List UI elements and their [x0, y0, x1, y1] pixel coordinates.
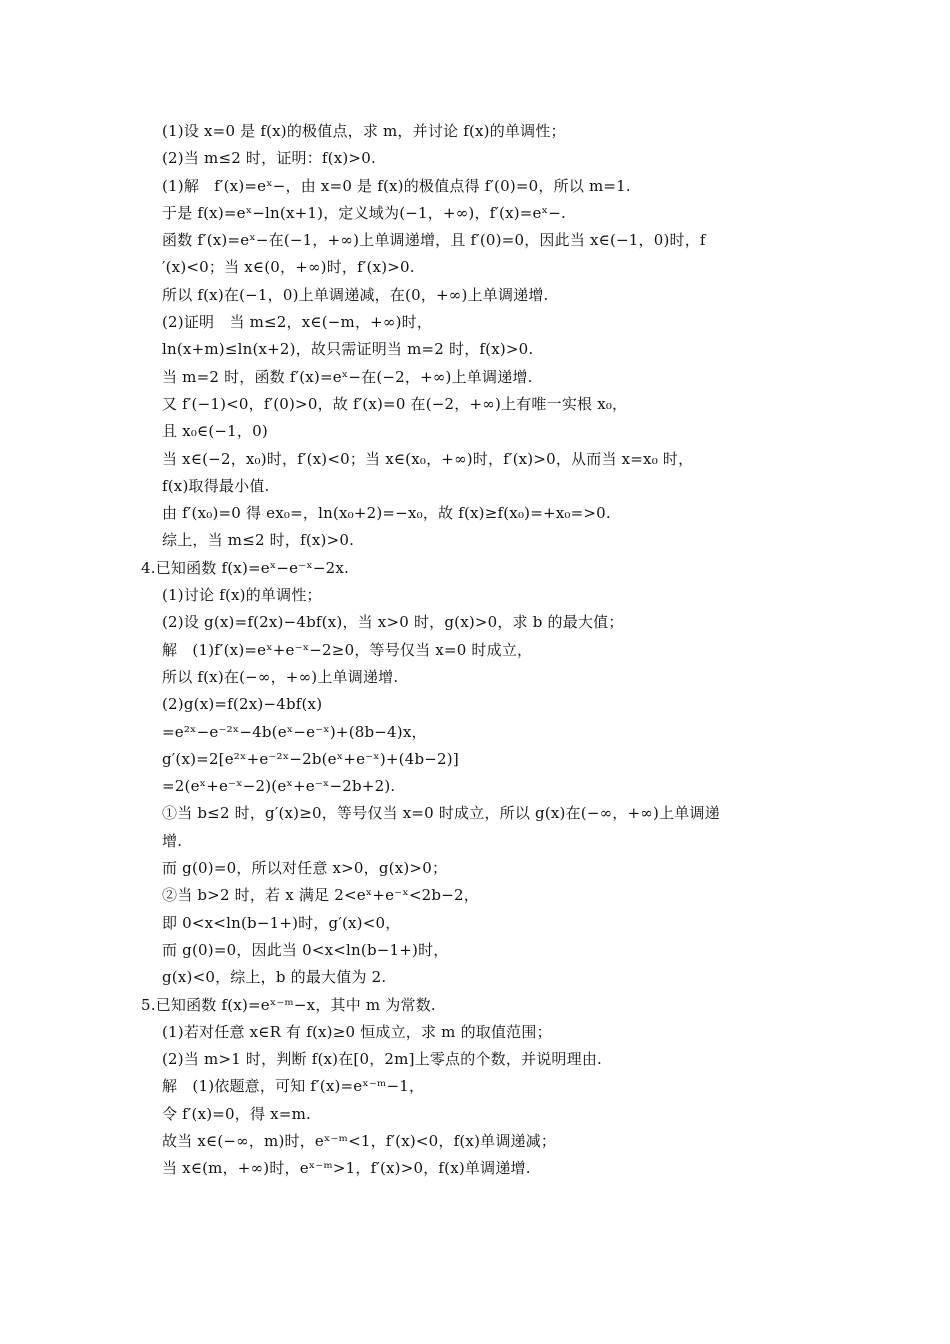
text-line: 解 (1)f′(x)=eˣ+e⁻ˣ−2≥0，等号仅当 x=0 时成立，	[162, 640, 533, 659]
text-line: =2(eˣ+e⁻ˣ−2)(eˣ+e⁻ˣ−2b+2).	[162, 777, 396, 796]
text-line: 令 f′(x)=0，得 x=m.	[162, 1104, 311, 1123]
text-line: (2)证明 当 m≤2，x∈(−m，+∞)时，	[162, 313, 433, 332]
text-line: 解 (1)依题意，可知 f′(x)=eˣ⁻ᵐ−1，	[162, 1077, 425, 1096]
text-line: 于是 f(x)=eˣ−ln(x+1)，定义域为(−1，+∞)，f′(x)=eˣ−.	[162, 203, 566, 222]
text-line: 所以 f(x)在(−1，0)上单调递减，在(0，+∞)上单调递增.	[162, 285, 549, 304]
text-line: ①当 b≤2 时，g′(x)≥0，等号仅当 x=0 时成立，所以 g(x)在(−∞，+∞)上单调递	[162, 804, 720, 823]
text-line: 又 f′(−1)<0，f′(0)>0，故 f′(x)=0 在(−2，+∞)上有唯一实根 x₀，	[162, 394, 628, 413]
text-line: 即 0<x<ln(b−1+)时，g′(x)<0，	[162, 913, 401, 932]
text-line: 当 x∈(m，+∞)时，eˣ⁻ᵐ>1，f′(x)>0，f(x)单调递增.	[162, 1159, 531, 1178]
text-line: =e²ˣ−e⁻²ˣ−4b(eˣ−e⁻ˣ)+(8b−4)x，	[162, 722, 427, 741]
text-line: ′(x)<0；当 x∈(0，+∞)时，f′(x)>0.	[162, 258, 415, 277]
text-line: 由 f′(x₀)=0 得 ex₀=，ln(x₀+2)=−x₀，故 f(x)≥f(x₀)=+x₀=>0.	[162, 504, 611, 523]
text-line: (1)解 f′(x)=eˣ−，由 x=0 是 f(x)的极值点得 f′(0)=0，所以 m=1.	[162, 176, 631, 195]
problem-heading-line: 5.已知函数 f(x)=eˣ⁻ᵐ−x，其中 m 为常数.	[141, 995, 436, 1014]
text-line: f(x)取得最小值.	[162, 476, 270, 495]
text-line: 综上，当 m≤2 时，f(x)>0.	[162, 531, 355, 550]
text-line: g′(x)=2[e²ˣ+e⁻²ˣ−2b(eˣ+e⁻ˣ)+(4b−2)]	[162, 749, 459, 768]
text-line: 而 g(0)=0，因此当 0<x<ln(b−1+)时，	[162, 940, 449, 959]
text-line: 函数 f′(x)=eˣ−在(−1，+∞)上单调递增，且 f′(0)=0，因此当 x∈(−1，0)时，f	[162, 231, 706, 250]
document-body	[0, 118, 950, 1183]
text-line: ln(x+m)≤ln(x+2)，故只需证明当 m=2 时，f(x)>0.	[162, 340, 534, 359]
text-line: (1)设 x=0 是 f(x)的极值点，求 m，并讨论 f(x)的单调性；	[162, 122, 566, 140]
text-line: (1)讨论 f(x)的单调性；	[162, 586, 322, 605]
text-line: 增.	[162, 831, 183, 850]
text-line: 故当 x∈(−∞，m)时，eˣ⁻ᵐ<1，f′(x)<0，f(x)单调递减；	[162, 1131, 557, 1150]
text-line: g(x)<0，综上，b 的最大值为 2.	[162, 968, 387, 987]
text-line: 所以 f(x)在(−∞，+∞)上单调递增.	[162, 667, 399, 686]
text-line: (2)当 m>1 时，判断 f(x)在[0，2m]上零点的个数，并说明理由.	[162, 1050, 602, 1069]
text-line: 当 m=2 时，函数 f′(x)=eˣ−在(−2，+∞)上单调递增.	[162, 367, 533, 386]
text-line: 当 x∈(−2，x₀)时，f′(x)<0；当 x∈(x₀，+∞)时，f′(x)>0，从而当 x=x₀ 时，	[162, 449, 694, 468]
text-line: (2)g(x)=f(2x)−4bf(x)	[162, 695, 323, 714]
text-line: 而 g(0)=0，所以对任意 x>0，g(x)>0；	[162, 859, 448, 878]
text-line: (2)设 g(x)=f(2x)−4bf(x)，当 x>0 时，g(x)>0，求 b 的最大值；	[162, 613, 624, 632]
text-line: (2)当 m≤2 时，证明：f(x)>0.	[162, 149, 376, 168]
text-line: ②当 b>2 时，若 x 满足 2<eˣ+e⁻ˣ<2b−2，	[162, 886, 479, 905]
text-line: (1)若对任意 x∈R 有 f(x)≥0 恒成立，求 m 的取值范围；	[162, 1022, 552, 1041]
text-line: 且 x₀∈(−1，0)	[162, 422, 268, 441]
problem-heading-line: 4.已知函数 f(x)=eˣ−e⁻ˣ−2x.	[141, 558, 350, 577]
